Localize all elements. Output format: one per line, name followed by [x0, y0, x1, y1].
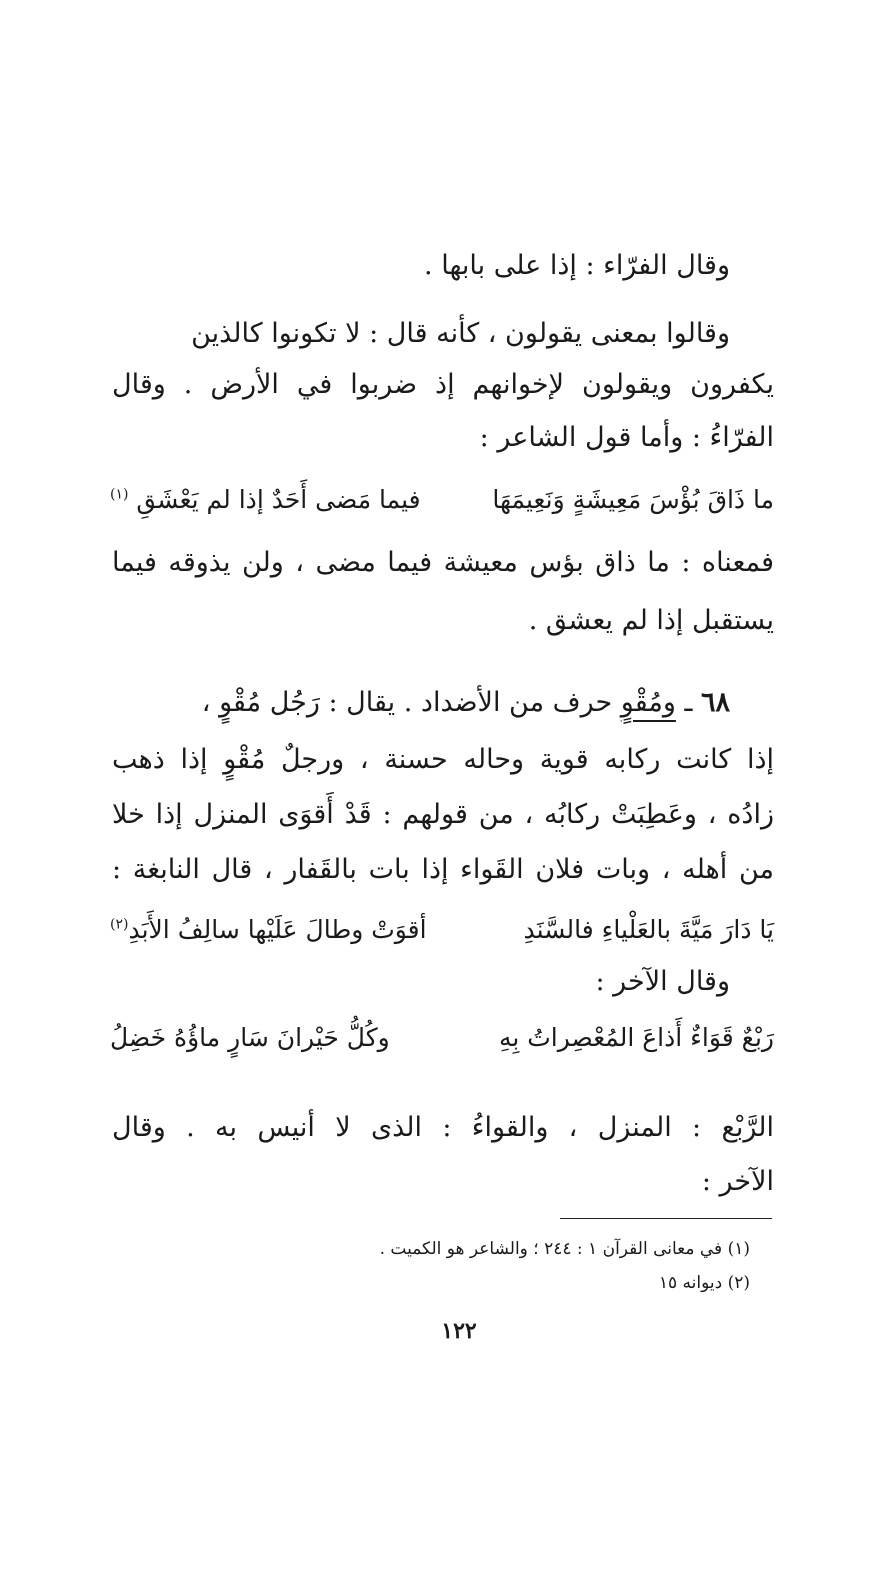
text-line: إذا كانت ركابه قوية وحاله حسنة ، ورجلٌ مُقْوٍ إذا ذهب: [112, 744, 774, 775]
footnote: (١) في معانى القرآن ١ : ٢٤٤ ؛ والشاعر هو الكميت .: [379, 1239, 750, 1259]
text-line: يستقبل إذا لم يعشق .: [528, 605, 774, 636]
text-line: من أهله ، وبات فلان القَواء إذا بات بالقَفار ، قال النابغة :: [112, 854, 774, 885]
text-line: فمعناه : ما ذاق بؤس معيشة فيما مضى ، ولن يذوقه فيما: [112, 547, 774, 578]
entry-number: ٦٨: [700, 687, 730, 718]
entry-headword: ومُقْوٍ: [620, 687, 676, 718]
verse-text: يَا دَارَ مَيَّةَ بالعَلْياءِ فالسَّنَدِ: [523, 915, 774, 944]
entry-dash: ـ: [675, 687, 701, 718]
entry-text: حرف من الأضداد . يقال : رَجُل مُقْوٍ ،: [201, 687, 621, 718]
text-line: الآخر :: [701, 1166, 774, 1197]
text-line: الرَّبْع : المنزل ، والقواءُ : الذى لا أنيس به . وقال: [112, 1112, 774, 1143]
text-line: وقال الفرّاء : إذا على بابها .: [424, 250, 730, 281]
verse-line: [110, 480, 774, 520]
verse-text: ما ذَاقَ بُؤْسَ مَعِيشَةٍ وَنَعِيمَهَا: [492, 485, 774, 514]
footnote: (٢) ديوانه ١٥: [658, 1273, 750, 1293]
verse-text: أقوَتْ وطالَ عَلَيْها سالِفُ الأَبَدِ: [128, 915, 427, 944]
footnote-divider: [560, 1218, 772, 1219]
text-line: وقال الآخر :: [595, 966, 730, 997]
entry-heading-line: [202, 683, 730, 723]
text-line: زادُه ، وعَطِبَتْ ركابُه ، من قولهم : قَدْ أَقوَى المنزل إذا خلا: [112, 799, 774, 830]
page-number: ١٢٢: [441, 1318, 477, 1344]
verse-line: [110, 910, 774, 950]
verse-first-hemistich: رَبْعٌ قَوَاءٌ أَذاعَ المُعْصِراتُ بِهِ: [498, 1023, 774, 1052]
verse-line: [110, 1018, 774, 1058]
footnote-ref: (١): [110, 486, 129, 503]
verse-text: فيما مَضى أَحَدٌ إذا لم يَعْشَقِ: [136, 485, 421, 514]
verse-first-hemistich: [492, 480, 774, 520]
verse-second-hemistich: [110, 480, 421, 520]
text-line: يكفرون ويقولون لإخوانهم إذ ضربوا في الأرض . وقال: [112, 369, 774, 400]
verse-second-hemistich: [110, 910, 427, 950]
verse-first-hemistich: [524, 910, 774, 950]
text-line: الفرّاءُ : وأما قول الشاعر :: [479, 422, 774, 453]
text-line: وقالوا بمعنى يقولون ، كأنه قال : لا تكونوا كالذين: [191, 318, 730, 349]
footnote-ref: (٢): [110, 916, 129, 933]
verse-second-hemistich: وكُلُّ حَيْرانَ سَارٍ ماؤُهُ خَضِلُ: [110, 1023, 390, 1052]
